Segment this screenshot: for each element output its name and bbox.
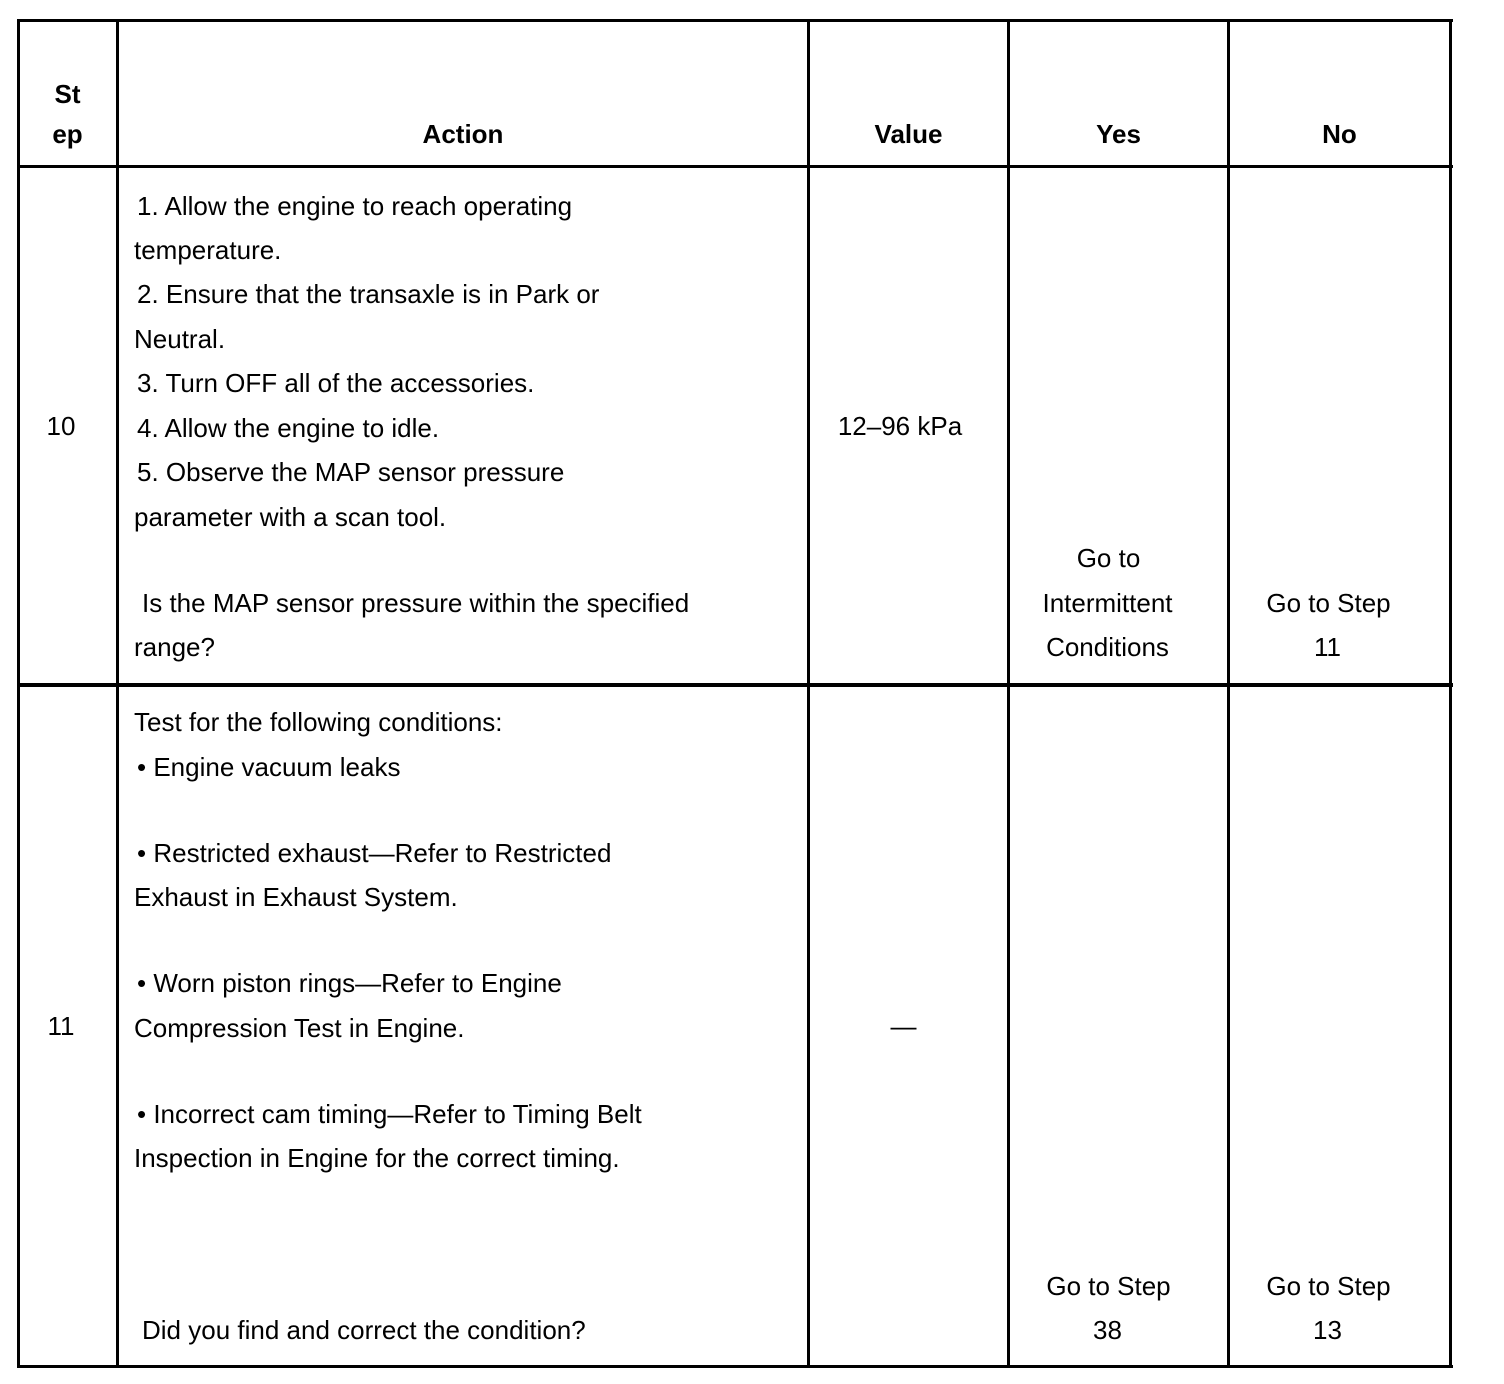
action-question: Is the MAP sensor pressure within the specified bbox=[142, 588, 690, 618]
action-question: Did you find and correct the condition? bbox=[142, 1315, 586, 1345]
no-line: 13 bbox=[1313, 1315, 1342, 1345]
action-question: range? bbox=[134, 632, 215, 662]
column-divider-value bbox=[1007, 19, 1010, 1368]
table-border-bottom bbox=[17, 1365, 1453, 1368]
table-border-left bbox=[17, 19, 20, 1368]
yes-line: Go to Step bbox=[1046, 1271, 1171, 1301]
action-line: • Worn piston rings—Refer to Engine bbox=[137, 968, 562, 998]
action-line: 3. Turn OFF all of the accessories. bbox=[137, 368, 535, 398]
value-cell: — bbox=[890, 1011, 917, 1041]
header-step-line1: St bbox=[54, 79, 81, 109]
step-number: 10 bbox=[46, 411, 76, 441]
no-line: Go to Step bbox=[1266, 588, 1391, 618]
table-border-row-divider bbox=[17, 683, 1453, 687]
yes-line: 38 bbox=[1093, 1315, 1122, 1345]
action-line: parameter with a scan tool. bbox=[134, 502, 447, 532]
column-divider-action bbox=[807, 19, 810, 1368]
action-line: 5. Observe the MAP sensor pressure bbox=[137, 457, 565, 487]
table-border-header bbox=[17, 165, 1453, 168]
action-line: Test for the following conditions: bbox=[134, 707, 503, 737]
header-yes: Yes bbox=[1096, 119, 1141, 149]
yes-line: Intermittent bbox=[1042, 588, 1173, 618]
yes-line: Conditions bbox=[1046, 632, 1169, 662]
action-line: Compression Test in Engine. bbox=[134, 1013, 465, 1043]
action-line: Exhaust in Exhaust System. bbox=[134, 882, 458, 912]
header-step-line2: ep bbox=[52, 119, 83, 149]
table-border-right bbox=[1449, 19, 1452, 1368]
action-line: Neutral. bbox=[134, 324, 226, 354]
no-line: 11 bbox=[1314, 632, 1341, 662]
yes-line: Go to bbox=[1076, 543, 1141, 573]
action-line: 4. Allow the engine to idle. bbox=[137, 413, 440, 443]
action-line: 2. Ensure that the transaxle is in Park or bbox=[137, 279, 600, 309]
column-divider-yes bbox=[1227, 19, 1230, 1368]
value-cell: 12–96 kPa bbox=[837, 411, 963, 441]
action-line: • Restricted exhaust—Refer to Restricted bbox=[137, 838, 612, 868]
action-line: • Engine vacuum leaks bbox=[137, 752, 401, 782]
column-divider-step bbox=[116, 19, 119, 1368]
table-border-top bbox=[17, 19, 1453, 22]
header-no: No bbox=[1322, 119, 1357, 149]
action-line: Inspection in Engine for the correct timing. bbox=[134, 1143, 620, 1173]
action-line: temperature. bbox=[134, 235, 282, 265]
header-value: Value bbox=[874, 119, 943, 149]
step-number: 11 bbox=[47, 1011, 75, 1041]
header-action: Action bbox=[422, 119, 504, 149]
no-line: Go to Step bbox=[1266, 1271, 1391, 1301]
action-line: 1. Allow the engine to reach operating bbox=[137, 191, 573, 221]
action-line: • Incorrect cam timing—Refer to Timing Belt bbox=[137, 1099, 642, 1129]
